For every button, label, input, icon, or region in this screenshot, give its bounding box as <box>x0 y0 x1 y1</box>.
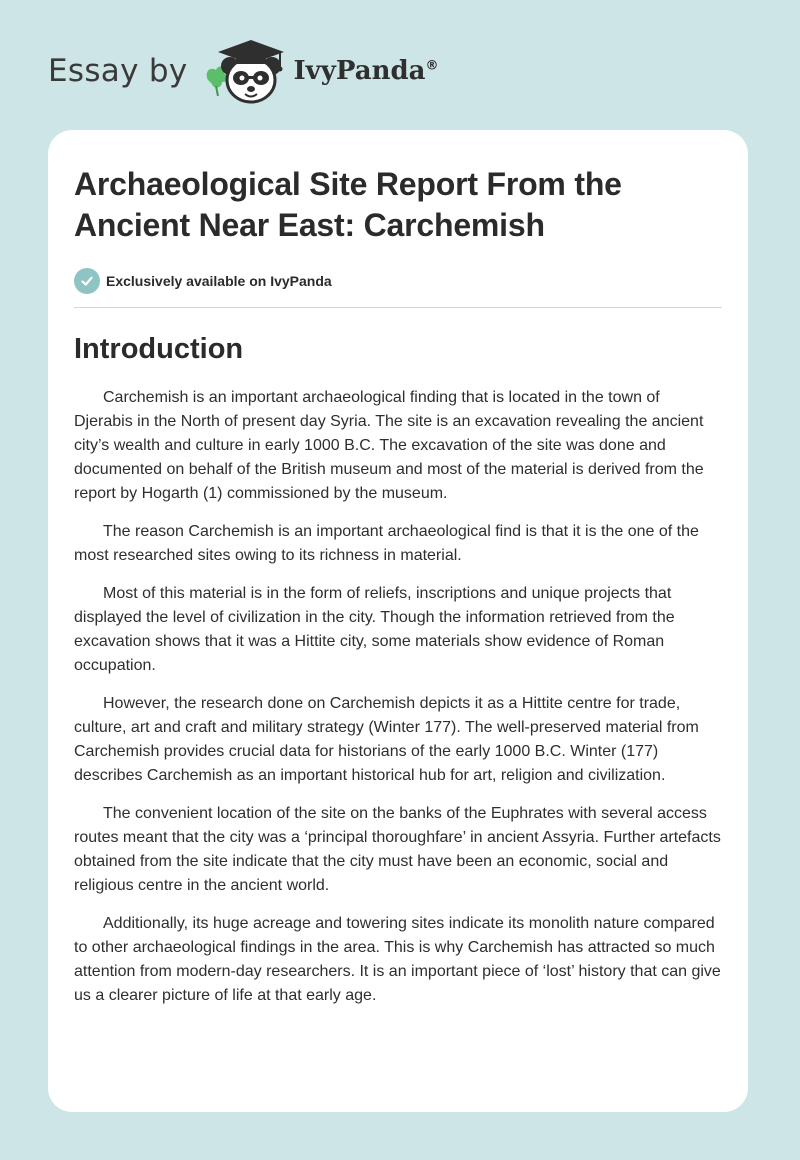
divider <box>74 307 722 308</box>
essay-card <box>48 130 748 1112</box>
section-heading: Introduction <box>74 333 244 365</box>
badge-label: Exclusively available on IvyPanda <box>106 273 332 289</box>
paragraph: Most of this material is in the form of reliefs, inscriptions and unique projects that displayed the level of civilization in the city. Though the information retrieved from the excavation shows that it was a Hittite city, some materials show evidence of Roman occupation. <box>74 585 675 674</box>
paragraph: Additionally, its huge acreage and towering sites indicate its monolith nature compared to other archaeological findings in the area. This is why Carchemish has attracted so much attention from modern-day researchers. It is an important piece of ‘lost’ history that can give us a clearer picture of life at that early age. <box>74 915 721 1004</box>
paragraph: The convenient location of the site on the banks of the Euphrates with several access routes meant that the city was a ‘principal thoroughfare’ in ancient Assyria. Further artefacts obtained from the site indicate that the city must have been an economic, social and religious centre in the ancient world. <box>74 805 721 894</box>
brand-header[interactable] <box>48 36 439 106</box>
registered-mark: ® <box>425 58 439 74</box>
brand-name: IvyPanda® <box>293 56 439 86</box>
paragraph: Carchemish is an important archaeological finding that is located in the town of Djerabis in the North of present day Syria. The site is an excavation revealing the ancient city’s wealth and culture in early 1000 B.C. The excavation of the site was done and documented on behalf of the British museum and most of the material is derived from the report by Hogarth (1) commissioned by the museum. <box>74 389 704 502</box>
brand-prefix: Essay by <box>48 53 188 89</box>
paragraph: However, the research done on Carchemish depicts it as a Hittite centre for trade, culture, art and craft and military strategy (Winter 177). The well-preserved material from Carchemish provides crucial data for historians of the early 1000 B.C. Winter (177) describes Carchemish as an important historical hub for art, religion and civilization. <box>74 695 699 784</box>
article-body <box>74 386 722 1008</box>
exclusive-badge <box>74 268 722 294</box>
paragraph: The reason Carchemish is an important archaeological find is that it is the one of the most researched sites owing to its richness in material. <box>74 523 699 564</box>
page-title: Archaeological Site Report From the Ancient Near East: Carchemish <box>74 166 622 243</box>
checkmark-icon <box>74 268 100 294</box>
panda-graduate-icon <box>202 36 292 106</box>
